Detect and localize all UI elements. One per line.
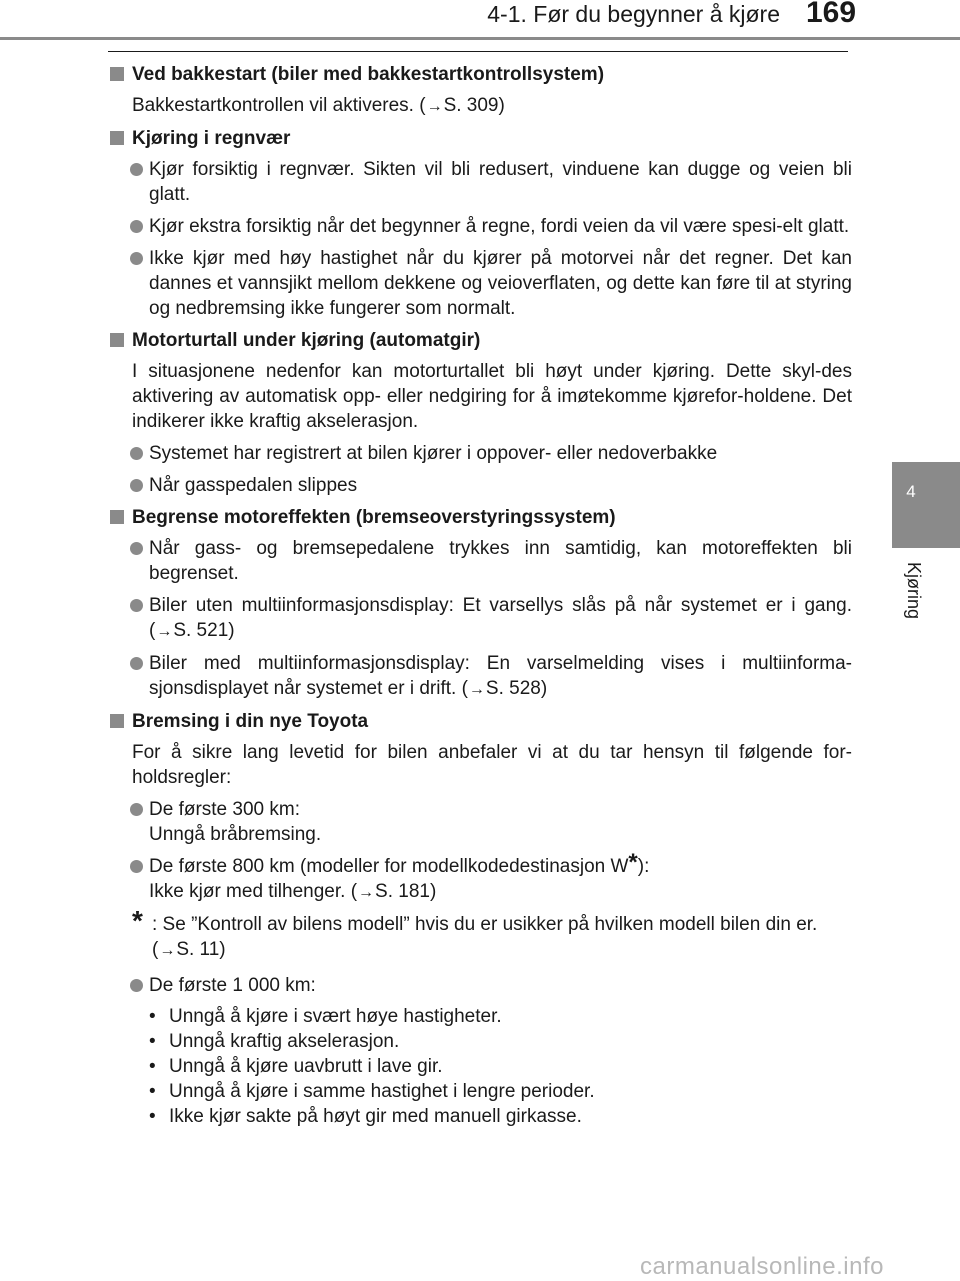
arrow-icon: → — [156, 623, 173, 640]
section-heading: Ved bakkestart (biler med bakkestartkontrollsystem) — [110, 62, 852, 87]
footnote-marker: * — [628, 849, 638, 876]
running-header: 4-1. Før du begynner å kjøre — [487, 1, 780, 27]
page-number: 169 — [806, 0, 857, 29]
list-item: • Unngå å kjøre i svært høye hastigheter. — [149, 1004, 852, 1029]
circle-bullet-icon — [130, 163, 143, 176]
arrow-icon: → — [159, 942, 176, 959]
square-bullet-icon — [110, 510, 124, 524]
bullet-item: De første 1 000 km: — [149, 973, 852, 998]
watermark: carmanualsonline.info — [640, 1253, 884, 1280]
footnote: * : Se ”Kontroll av bilens modell” hvis du er usikker på hvilken modell bilen din er. (→S. 11) — [132, 905, 818, 960]
sub-list — [149, 1004, 852, 1129]
top-rule — [108, 51, 848, 52]
bullet-item: Kjør forsiktig i regnvær. Sikten vil bli redusert, vinduene kan dugge og veien bli glatt. — [149, 157, 852, 207]
bullet-item: Systemet har registrert at bilen kjører i oppover- eller nedoverbakke — [149, 441, 852, 466]
list-item: • Unngå å kjøre uavbrutt i lave gir. — [149, 1054, 852, 1079]
page-reference[interactable]: S. 521) — [173, 620, 235, 641]
section-heading: Begrense motoreffekten (bremseoverstyringssystem) — [110, 505, 852, 530]
page-reference[interactable]: S. 11) — [176, 939, 226, 960]
arrow-icon: → — [358, 884, 375, 901]
bullet-item: Biler med multiinformasjonsdisplay: En varselmelding vises i multiinforma-sjonsdisplayet når systemet er i drift. (→S. 528) — [149, 651, 852, 702]
circle-bullet-icon — [130, 479, 143, 492]
paragraph: Bakkestartkontrollen vil aktiveres. (→S. 309) — [132, 95, 505, 116]
list-item: • Ikke kjør sakte på høyt gir med manuell girkasse. — [149, 1104, 852, 1129]
section-heading: Kjøring i regnvær — [110, 126, 852, 151]
circle-bullet-icon — [130, 542, 143, 555]
arrow-icon: → — [426, 98, 443, 115]
bullet-item: Kjør ekstra forsiktig når det begynner å regne, fordi veien da vil være spesi-elt glatt. — [149, 214, 852, 239]
circle-bullet-icon — [130, 860, 143, 873]
circle-bullet-icon — [130, 447, 143, 460]
chapter-number: 4 — [906, 482, 916, 501]
square-bullet-icon — [110, 333, 124, 347]
page-reference[interactable]: S. 309) — [443, 95, 505, 116]
header-rule — [0, 37, 960, 40]
footnote-star: * — [132, 905, 143, 936]
circle-bullet-icon — [130, 803, 143, 816]
square-bullet-icon — [110, 714, 124, 728]
circle-bullet-icon — [130, 252, 143, 265]
bullet-item: Når gass- og bremsepedalene trykkes inn samtidig, kan motoreffekten bli begrenset. — [149, 536, 852, 586]
bullet-item: Ikke kjør med høy hastighet når du kjører på motorvei når det regner. Det kan dannes et vannsjikt mellom dekkene og veioverflaten, og dette kan føre til at styring og nedbremsing ikke fungerer som normalt. — [149, 246, 852, 321]
chapter-tab — [892, 462, 960, 548]
circle-bullet-icon — [130, 657, 143, 670]
bullet-item: De første 800 km (modeller for modellkodedestinasjon W*): Ikke kjør med tilhenger. (→S. 181) — [149, 854, 852, 905]
paragraph: I situasjonene nedenfor kan motorturtallet bli høyt under kjøring. Dette skyl-des aktivering av automatisk opp- eller nedgiring for å imøtekomme kjørefor-holdene. Det indikerer ikke kraftig akselerasjon. — [132, 361, 852, 432]
list-item: • Unngå kraftig akselerasjon. — [149, 1029, 852, 1054]
section-heading: Bremsing i din nye Toyota — [110, 709, 852, 734]
circle-bullet-icon — [130, 979, 143, 992]
chapter-label: Kjøring — [904, 562, 924, 620]
page-reference[interactable]: S. 528) — [485, 678, 548, 699]
paragraph: For å sikre lang levetid for bilen anbefaler vi at du tar hensyn til følgende for-holdsregler: — [132, 742, 852, 788]
bullet-item: Når gasspedalen slippes — [149, 473, 852, 498]
page-content — [110, 62, 852, 1129]
list-item: • Unngå å kjøre i samme hastighet i lengre perioder. — [149, 1079, 852, 1104]
page-reference[interactable]: S. 181) — [375, 881, 437, 902]
circle-bullet-icon — [130, 599, 143, 612]
section-heading: Motorturtall under kjøring (automatgir) — [110, 328, 852, 353]
square-bullet-icon — [110, 67, 124, 81]
bullet-item: Biler uten multiinformasjonsdisplay: Et varsellys slås på når systemet er i gang. (→S. 521) — [149, 593, 852, 644]
bullet-item: De første 300 km: Unngå bråbremsing. — [149, 797, 852, 847]
square-bullet-icon — [110, 131, 124, 145]
arrow-icon: → — [468, 681, 485, 698]
circle-bullet-icon — [130, 220, 143, 233]
